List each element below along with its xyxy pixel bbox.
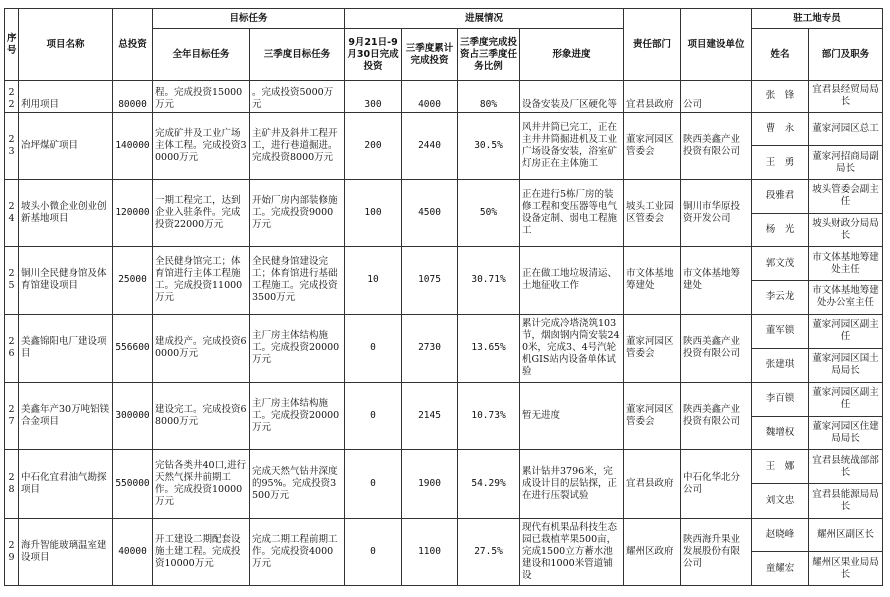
cell-q3-ratio: 10.73% — [458, 382, 520, 449]
table-row — [5, 247, 883, 281]
col-group-staff: 驻工地专员 — [752, 9, 883, 29]
cell-staff-name: 张 锋 — [752, 81, 809, 113]
cell-q3-cum: 2145 — [402, 382, 458, 449]
cell-visual-progress: 正在进行5栋厂房的装修工程和变压器等电气设备定制、弱电工程施工 — [520, 179, 624, 246]
cell-project-name: 美鑫锦阳电厂建设项目 — [19, 314, 113, 382]
col-staff-name: 姓名 — [752, 29, 809, 81]
table-row — [5, 314, 883, 348]
cell-total-invest: 550000 — [113, 450, 153, 518]
cell-builder: 陕西海升果业发展股份有限公司 — [681, 518, 752, 585]
cell-staff-name: 王 勇 — [752, 146, 809, 180]
cell-visual-progress: 暂无进度 — [520, 382, 624, 449]
cell-staff-name: 杨 光 — [752, 213, 809, 247]
cell-project-name: 冶坪煤矿项目 — [19, 112, 113, 179]
cell-period-invest: 0 — [345, 518, 402, 585]
cell-staff-name: 郭文茂 — [752, 247, 809, 281]
col-period-invest: 9月21日-9月30日完成投资 — [345, 29, 402, 81]
cell-seq: 28 — [5, 450, 19, 518]
cell-staff-title: 宜君县经贸局局长 — [809, 81, 883, 113]
cell-project-name: 中石化宜君油气勘探项目 — [19, 450, 113, 518]
cell-q3-cum: 1900 — [402, 450, 458, 518]
cell-staff-name: 董军锁 — [752, 314, 809, 348]
cell-staff-title: 市文体基地筹建处办公室主任 — [809, 280, 883, 314]
cell-resp-dept: 耀州区政府 — [624, 518, 681, 585]
col-group-target: 目标任务 — [153, 9, 345, 29]
col-project-name: 项目名称 — [19, 9, 113, 81]
cell-staff-name: 张建琪 — [752, 348, 809, 382]
cell-annual-target: 完成矿井及工业广场主体工程。完成投资30000万元 — [153, 112, 250, 179]
cell-period-invest: 200 — [345, 112, 402, 179]
col-builder: 项目建设单位 — [681, 9, 752, 81]
cell-visual-progress: 累计钻井3796米，完成设计目的层钻探，正在进行压裂试验 — [520, 450, 624, 518]
table-row — [5, 382, 883, 416]
cell-period-invest: 0 — [345, 450, 402, 518]
cell-staff-title: 宜君县统战部部长 — [809, 450, 883, 484]
cell-staff-title: 坡头管委会副主任 — [809, 179, 883, 213]
cell-q3-target: 开始厂房内部装修施工。完成投资9000万元 — [250, 179, 345, 246]
cell-q3-cum: 1100 — [402, 518, 458, 585]
cell-staff-title: 耀州区果业局局长 — [809, 552, 883, 586]
col-seq: 序号 — [5, 9, 19, 81]
cell-seq: 24 — [5, 179, 19, 246]
cell-annual-target: 建设完工。完成投资68000万元 — [153, 382, 250, 449]
cell-q3-target: 完成天然气钻井深度的95%。完成投资3500万元 — [250, 450, 345, 518]
cell-builder: 陕西美鑫产业投资有限公司 — [681, 112, 752, 179]
cell-resp-dept: 董家河园区管委会 — [624, 112, 681, 179]
cell-total-invest: 40000 — [113, 518, 153, 585]
cell-total-invest: 25000 — [113, 247, 153, 314]
cell-q3-ratio: 80% — [458, 81, 520, 113]
cell-staff-title: 董家河园区国土局局长 — [809, 348, 883, 382]
cell-seq: 29 — [5, 518, 19, 585]
cell-q3-cum: 2730 — [402, 314, 458, 382]
cell-staff-name: 李云龙 — [752, 280, 809, 314]
table-row — [5, 179, 883, 213]
cell-project-name: 铜川全民健身馆及体育馆建设项目 — [19, 247, 113, 314]
cell-q3-ratio: 50% — [458, 179, 520, 246]
cell-staff-name: 刘文忠 — [752, 484, 809, 518]
cell-period-invest: 300 — [345, 81, 402, 113]
cell-staff-name: 李百锁 — [752, 382, 809, 416]
cell-staff-title: 坡头财政分局局长 — [809, 213, 883, 247]
cell-q3-cum: 4000 — [402, 81, 458, 113]
cell-resp-dept: 董家河园区管委会 — [624, 314, 681, 382]
cell-q3-target: 主矿井及斜井工程开工，进行巷道掘进。完成投资8000万元 — [250, 112, 345, 179]
cell-annual-target: 程。完成投资15000万元 — [153, 81, 250, 113]
cell-q3-target: 全民健身馆建设完工；体育馆进行基础工程施工。完成投资3500万元 — [250, 247, 345, 314]
cell-seq: 22 — [5, 81, 19, 113]
table-row — [5, 112, 883, 146]
cell-staff-title: 宜君县能源局局长 — [809, 484, 883, 518]
cell-visual-progress: 正在做工地垃圾清运、土地征收工作 — [520, 247, 624, 314]
table-row — [5, 450, 883, 484]
cell-period-invest: 100 — [345, 179, 402, 246]
cell-project-name: 美鑫年产30万吨铝镁合金项目 — [19, 382, 113, 449]
cell-staff-title: 董家河园区住建局局长 — [809, 416, 883, 450]
project-progress-table — [4, 8, 883, 586]
table-row — [5, 81, 883, 113]
cell-staff-title: 耀州区副区长 — [809, 518, 883, 552]
col-q3-cum: 三季度累计完成投资 — [402, 29, 458, 81]
cell-annual-target: 开工建设二期配套设施土建工程。完成投资10000万元 — [153, 518, 250, 585]
cell-q3-cum: 1075 — [402, 247, 458, 314]
cell-staff-title: 董家河园区副主任 — [809, 314, 883, 348]
cell-q3-cum: 2440 — [402, 112, 458, 179]
cell-builder: 中石化华北分公司 — [681, 450, 752, 518]
table-body — [5, 81, 883, 586]
cell-q3-ratio: 13.65% — [458, 314, 520, 382]
cell-resp-dept: 董家河园区管委会 — [624, 382, 681, 449]
cell-q3-cum: 4500 — [402, 179, 458, 246]
col-staff-dept-title: 部门及职务 — [809, 29, 883, 81]
cell-visual-progress: 现代有机果品科技生态园已栽植苹果500亩，完成1500立方蓄水池建设和1000米管道铺设 — [520, 518, 624, 585]
col-q3-target: 三季度目标任务 — [250, 29, 345, 81]
col-group-progress: 进展情况 — [345, 9, 624, 29]
cell-project-name: 海升智能玻璃温室建设项目 — [19, 518, 113, 585]
cell-annual-target: 全民健身馆完工；体育馆进行主体工程施工。完成投资11000万元 — [153, 247, 250, 314]
cell-period-invest: 0 — [345, 314, 402, 382]
cell-staff-name: 赵晓峰 — [752, 518, 809, 552]
cell-builder: 陕西美鑫产业投资有限公司 — [681, 382, 752, 449]
cell-total-invest: 300000 — [113, 382, 153, 449]
cell-staff-title: 董家河园区副主任 — [809, 382, 883, 416]
cell-period-invest: 0 — [345, 382, 402, 449]
cell-staff-name: 童耀宏 — [752, 552, 809, 586]
cell-total-invest: 556600 — [113, 314, 153, 382]
cell-staff-title: 董家河招商局副局长 — [809, 146, 883, 180]
cell-visual-progress: 设备安装及厂区硬化等 — [520, 81, 624, 113]
col-annual-target: 全年目标任务 — [153, 29, 250, 81]
cell-project-name: 坡头小微企业创业创新基地项目 — [19, 179, 113, 246]
cell-staff-name: 魏增权 — [752, 416, 809, 450]
cell-q3-ratio: 27.5% — [458, 518, 520, 585]
cell-annual-target: 一期工程完工，达到企业入驻条件。完成投资22000万元 — [153, 179, 250, 246]
cell-builder: 陕西美鑫产业投资有限公司 — [681, 314, 752, 382]
cell-project-name: 利用项目 — [19, 81, 113, 113]
cell-q3-target: 主厂房主体结构施工。完成投资20000万元 — [250, 314, 345, 382]
cell-seq: 27 — [5, 382, 19, 449]
cell-staff-name: 王 娜 — [752, 450, 809, 484]
col-total-invest: 总投资 — [113, 9, 153, 81]
cell-q3-target: 。完成投资5000万元 — [250, 81, 345, 113]
cell-period-invest: 10 — [345, 247, 402, 314]
cell-staff-title: 市文体基地筹建处主任 — [809, 247, 883, 281]
table-row — [5, 518, 883, 552]
cell-resp-dept: 坡头工业园区管委会 — [624, 179, 681, 246]
cell-seq: 25 — [5, 247, 19, 314]
cell-total-invest: 120000 — [113, 179, 153, 246]
cell-q3-ratio: 30.5% — [458, 112, 520, 179]
col-resp-dept: 责任部门 — [624, 9, 681, 81]
cell-resp-dept: 市文体基地筹建处 — [624, 247, 681, 314]
cell-total-invest: 80000 — [113, 81, 153, 113]
col-visual-progress: 形象进度 — [520, 29, 624, 81]
cell-annual-target: 建成投产。完成投资60000万元 — [153, 314, 250, 382]
cell-visual-progress: 风井井筒已完工，正在主井井筒掘进机及工业广场设备安装，浴室矿灯房正在主体施工 — [520, 112, 624, 179]
cell-builder: 公司 — [681, 81, 752, 113]
cell-seq: 23 — [5, 112, 19, 179]
cell-q3-ratio: 30.71% — [458, 247, 520, 314]
cell-builder: 铜川市华原投资开发公司 — [681, 179, 752, 246]
cell-q3-target: 主厂房主体结构施工。完成投资20000万元 — [250, 382, 345, 449]
cell-resp-dept: 宜君县政府 — [624, 450, 681, 518]
cell-q3-target: 完成二期工程前期工作。完成投资4000万元 — [250, 518, 345, 585]
table-header — [5, 9, 883, 81]
cell-staff-name: 曹 永 — [752, 112, 809, 146]
cell-staff-name: 段雅君 — [752, 179, 809, 213]
cell-q3-ratio: 54.29% — [458, 450, 520, 518]
cell-staff-title: 董家河园区总工 — [809, 112, 883, 146]
cell-visual-progress: 累计完成冷塔浇筑103节，烟囱钢内筒安装240米，完成3、4号汽轮机GIS站内设备单体试验 — [520, 314, 624, 382]
cell-total-invest: 140000 — [113, 112, 153, 179]
cell-resp-dept: 宜君县政府 — [624, 81, 681, 113]
cell-builder: 市文体基地筹建处 — [681, 247, 752, 314]
cell-annual-target: 完钻各类井40口,进行天然气探井前期工作。完成投资10000万元 — [153, 450, 250, 518]
cell-seq: 26 — [5, 314, 19, 382]
col-q3-ratio: 三季度完成投资占三季度任务比例 — [458, 29, 520, 81]
